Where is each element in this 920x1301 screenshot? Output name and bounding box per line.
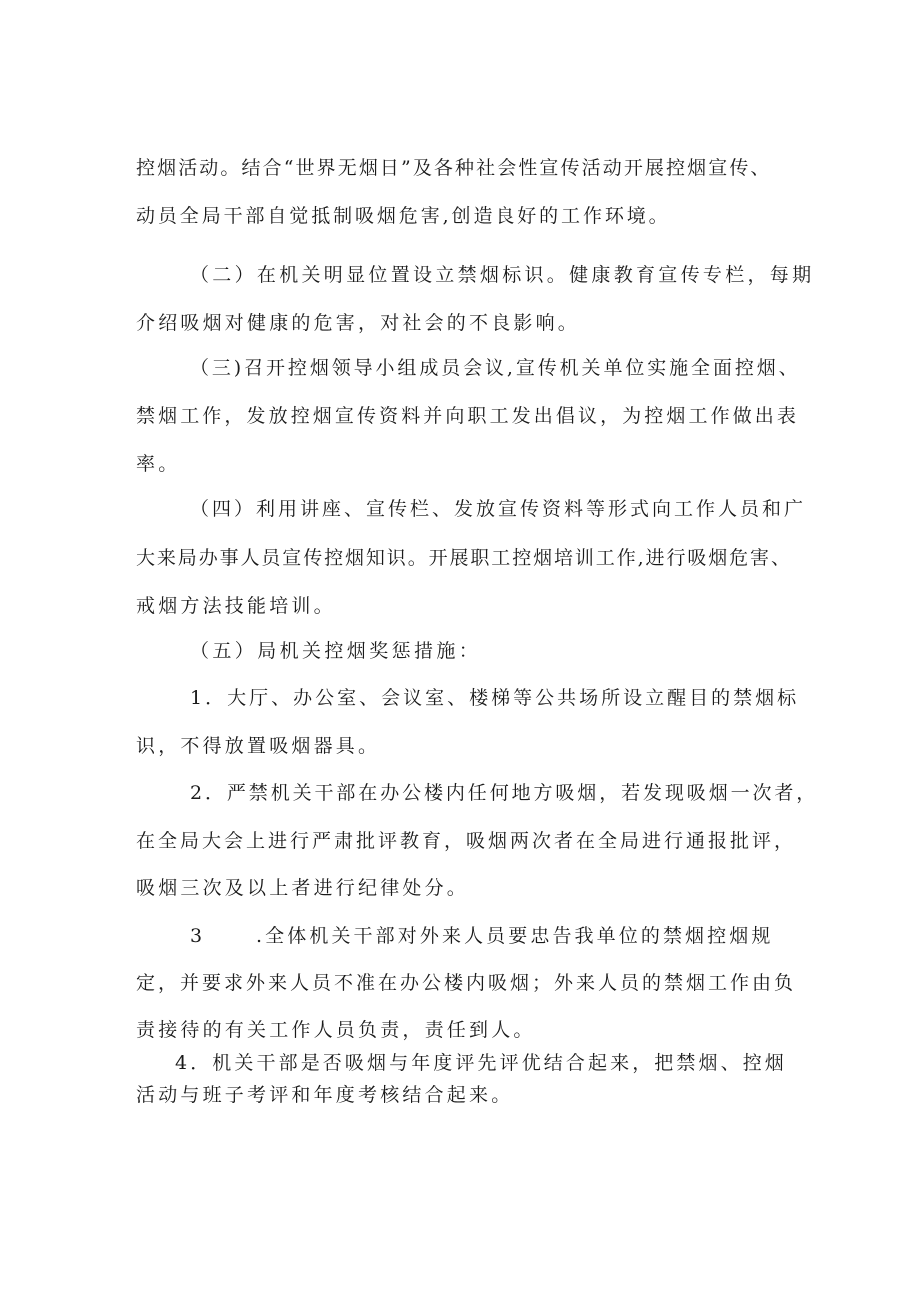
list-item-line: 在全局大会上进行严肃批评教育，吸烟两次者在全局进行通报批评， — [136, 830, 797, 852]
list-item-line: 吸烟三次及以上者进行纪律处分。 — [136, 877, 470, 899]
list-item-line: 活动与班子考评和年度考核结合起来。 — [136, 1084, 514, 1106]
list-item-line: 1．大厅、办公室、会议室、楼梯等公共场所设立醒目的禁烟标 — [190, 687, 800, 709]
list-item-line: 识，不得放置吸烟器具。 — [136, 735, 381, 757]
paragraph-line: 介绍吸烟对健康的危害，对社会的不良影响。 — [136, 312, 581, 334]
paragraph-line: 禁烟工作，发放控烟宣传资料并向职工发出倡议，为控烟工作做出表 — [136, 405, 800, 427]
paragraph-line: 大来局办事人员宣传控烟知识。开展职工控烟培训工作,进行吸烟危害、 — [136, 547, 792, 569]
list-item-line: 责接待的有关工作人员负责，责任到人。 — [136, 1019, 536, 1041]
section-heading: （五）局机关控烟奖惩措施： — [190, 640, 482, 662]
paragraph-line: 控烟活动。结合“世界无烟日”及各种社会性宣传活动开展控烟宣传、 — [136, 157, 772, 179]
list-item-line: 4．机关干部是否吸烟与年度评先评优结合起来，把禁烟、控烟 — [175, 1052, 787, 1074]
list-item-line: .全体机关干部对外来人员要忠告我单位的禁烟控烟规 — [256, 925, 774, 947]
list-item-line: 2．严禁机关干部在办公楼内任何地方吸烟，若发现吸烟一次者， — [190, 782, 819, 804]
paragraph-line: 戒烟方法技能培训。 — [136, 595, 336, 617]
list-item-line: 定，并要求外来人员不准在办公楼内吸烟；外来人员的禁烟工作由负 — [136, 972, 797, 994]
paragraph-line: （二）在机关明显位置设立禁烟标识。健康教育宣传专栏，每期 — [190, 264, 815, 286]
paragraph-line: （四）利用讲座、宣传栏、发放宣传资料等形式向工作人员和广 — [190, 498, 807, 520]
paragraph-line: 率。 — [136, 453, 181, 475]
paragraph-line: （三)召开控烟领导小组成员会议,宣传机关单位实施全面控烟、 — [190, 357, 801, 379]
list-item-number: 3 — [190, 925, 206, 947]
paragraph-line: 动员全局干部自觉抵制吸烟危害,创造良好的工作环境。 — [136, 205, 671, 227]
